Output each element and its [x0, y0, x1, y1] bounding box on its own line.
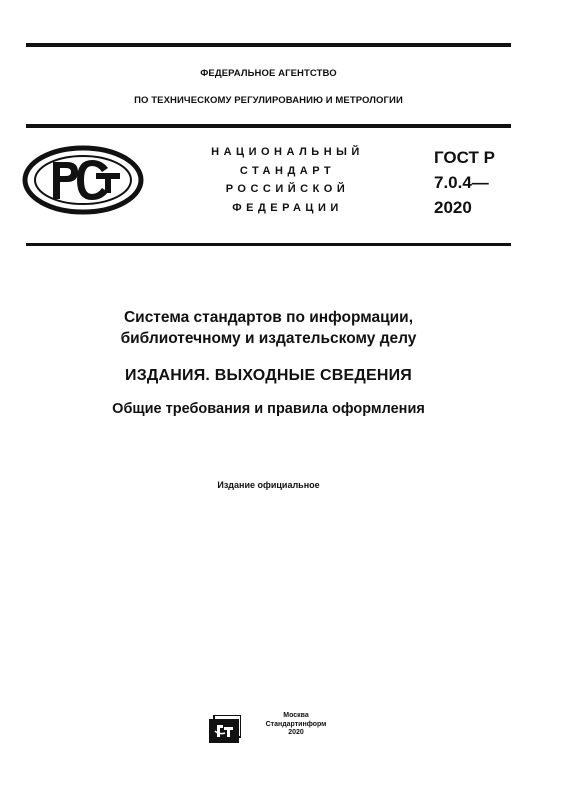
series-line: библиотечному и издательскому делу — [120, 330, 417, 347]
code-line: ГОСТ Р — [434, 148, 495, 167]
code-line: 7.0.4— — [434, 173, 489, 192]
document-subtitle: Общие требования и правила оформления — [112, 401, 425, 417]
imprint — [255, 712, 337, 738]
national-line: РОССИЙСКОЙ — [225, 183, 350, 195]
agency-name-line1: ФЕДЕРАЛЬНОЕ АГЕНТСТВО — [200, 68, 337, 79]
imprint-year: 2020 — [288, 729, 304, 736]
national-line: НАЦИОНАЛЬНЫЙ — [211, 146, 364, 158]
national-line: СТАНДАРТ — [239, 164, 336, 177]
edition-label: Издание официальное — [217, 480, 320, 490]
standard-code — [434, 145, 495, 220]
national-line: ФЕДЕРАЦИИ — [232, 201, 343, 214]
imprint-publisher: Стандартинформ — [265, 720, 327, 728]
series-line: Система стандартов по информации, — [123, 309, 414, 326]
national-standard-label — [200, 143, 375, 217]
imprint-city: Москва — [283, 712, 309, 719]
header-rule — [26, 124, 511, 128]
agency-name-line2: ПО ТЕХНИЧЕСКОМУ РЕГУЛИРОВАНИЮ И МЕТРОЛОГИИ — [134, 95, 403, 106]
section-rule — [26, 243, 511, 246]
standartinform-logo-icon — [209, 715, 241, 743]
gost-r-certification-mark-icon — [22, 145, 144, 215]
top-rule — [26, 43, 511, 47]
standards-series — [26, 307, 511, 349]
document-title: ИЗДАНИЯ. ВЫХОДНЫЕ СВЕДЕНИЯ — [125, 367, 412, 384]
code-line: 2020 — [434, 198, 472, 217]
